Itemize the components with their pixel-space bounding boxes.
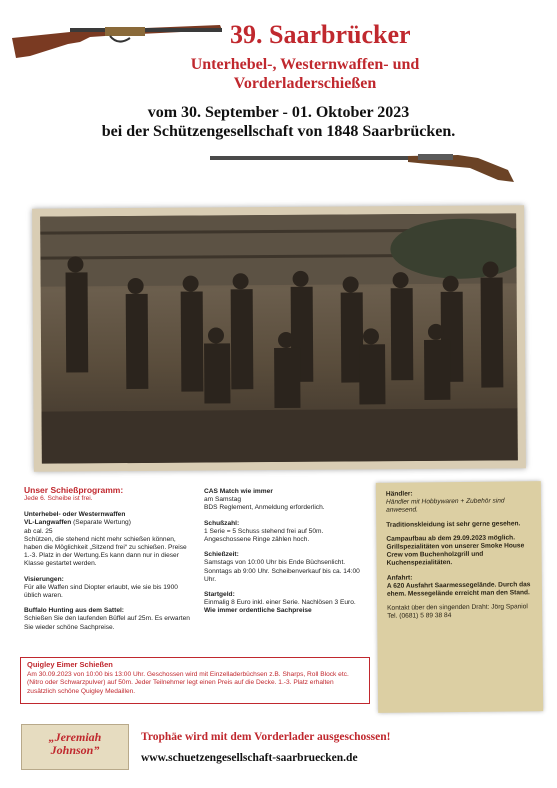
- western-group-photo: [40, 213, 518, 463]
- lever-action-rifle-icon: [10, 18, 225, 60]
- subtitle-line-1: Unterhebel-, Westernwaffen- und: [190, 56, 420, 73]
- trophy-note: Trophäe wird mit dem Vorderlader ausgeschossen!: [141, 731, 391, 743]
- cas-line-1: am Samstag: [204, 496, 242, 504]
- logo-line-1: „Jeremiah: [48, 730, 102, 744]
- times-title: Schießzeit:: [204, 551, 239, 559]
- dates-line-2: bei der Schützengesellschaft von 1848 Saarbrücken.: [101, 123, 456, 140]
- quigley-title: Quigley Eimer Schießen: [27, 660, 113, 669]
- buffalo-title: Buffalo Hunting aus dem Sattel:: [24, 607, 125, 615]
- cas-title: CAS Match wie immer: [204, 488, 273, 495]
- times-text: Samstags von 10:00 Uhr bis Ende Büchsenlicht. Sonntags ab 9:00 Uhr. Scheibenverkauf bis ca. 14:00 Uhr.: [204, 559, 360, 583]
- fee-bold: Wie immer ordentliche Sachpreise: [204, 607, 312, 615]
- sights-title: Visierungen:: [24, 575, 64, 583]
- program-subtitle: Jede 6. Scheibe ist frei.: [24, 495, 93, 502]
- quigley-text: Am 30.09.2023 von 10:00 bis 13:00 Uhr. Geschossen wird mit Einzelladerbüchsen z.B. Sharps, Roll Block etc. (Nitro oder Schwarzpulver) auf 50m. Jeder Teilnehmer legt einen Preis auf die Decke. 1.-3. Platz erhalten zusätzlich schöne Quigley Medaillen.: [27, 671, 349, 695]
- shots-text: 1 Serie = 5 Schuss stehend frei auf 50m. Angeschossene Ringe zählen hoch.: [204, 527, 324, 544]
- jeremiah-johnson-logo: [21, 724, 129, 770]
- subtitle-line-2: Vorderladerschießen: [233, 75, 377, 92]
- website-link[interactable]: www.schuetzengesellschaft-saarbruecken.de: [141, 752, 358, 764]
- cas-line-2: BDS Reglement, Anmeldung erforderlich.: [204, 504, 325, 512]
- traders-title: Händler:: [385, 490, 413, 498]
- group-photo-frame: [32, 205, 526, 471]
- sights-text: Für alle Waffen sind Diopter erlaubt, wie sie bis 1900 üblich waren.: [24, 583, 178, 600]
- lever-title-2: VL-Langwaffen: [24, 519, 72, 527]
- lever-title: Unterhebel- oder Westernwaffen: [24, 511, 126, 519]
- shots-title: Schußzahl:: [204, 519, 240, 527]
- logo-line-2: Johnson”: [50, 743, 100, 757]
- muzzleloader-rifle-icon: [208, 148, 518, 186]
- event-dates: [10, 103, 547, 141]
- lever-text: ab cal. 25 Schützen, die stehend nicht mehr schießen können, haben die Möglichkeit „Sitzend frei“ zu schießen. Preise 1.-3. Platz in der Wertung.Es kann dann nur in dieser Klasse gestartet werden.: [24, 527, 187, 568]
- arrival-text: A 620 Ausfahrt Saarmessegelände. Durch das ehem. Messegelände erreicht man den Stand.: [386, 581, 531, 598]
- lever-note: (Separate Wertung): [73, 519, 131, 527]
- dates-line-1: vom 30. September - 01. Oktober 2023: [147, 104, 410, 121]
- camp-info: Campaufbau ab dem 29.09.2023 möglich. Grillspezialitäten von unserer Smoke House Crew vom Buchenholzgrill und Kuchenspezialitäten.: [386, 534, 525, 568]
- quigley-box: [20, 657, 370, 704]
- contact-text: Kontakt über den singenden Draht: Jörg Spaniol: [387, 603, 528, 612]
- group-photo: [40, 213, 518, 463]
- event-subtitle: [95, 55, 515, 93]
- traders-text: Händler mit Hobbywaren + Zubehör sind anwesend.: [385, 497, 505, 515]
- arrival-title: Anfahrt:: [386, 574, 413, 582]
- fee-title: Startgeld:: [204, 591, 235, 599]
- fee-text: Einmalig 8 Euro inkl. einer Serie. Nachlösen 3 Euro.: [204, 599, 356, 607]
- buffalo-text: Schießen Sie den laufenden Büffel auf 25m. Es erwarten Sie wieder schöne Sachpreise.: [24, 615, 190, 631]
- cas-column: [204, 488, 364, 616]
- program-title: Unser Schießprogramm:: [24, 485, 124, 495]
- shooting-program-column: [24, 485, 194, 632]
- dress-code: Traditionskleidung ist sehr gerne gesehen.: [386, 519, 521, 529]
- contact-phone: Tel. (0681) 5 89 38 84: [387, 612, 452, 621]
- event-title: 39. Saarbrücker: [230, 20, 411, 49]
- info-parchment: [376, 481, 543, 713]
